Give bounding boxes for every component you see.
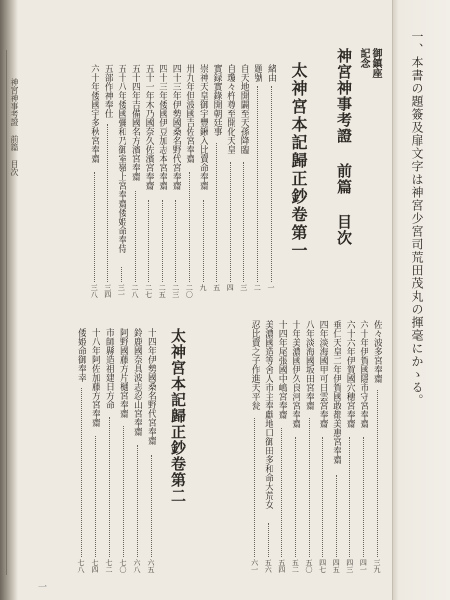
toc-page-number: 六一 xyxy=(250,559,259,573)
toc-entry-text[interactable]: 阿野國藤方片樋宮奉齋 xyxy=(118,328,128,418)
toc-entry-text[interactable]: 倭姫命御奉幸 xyxy=(76,328,86,382)
toc-leader-line xyxy=(216,143,217,282)
toc-entry-text[interactable]: 四十三年倭國伊豆加志本宮奉齋 xyxy=(157,64,168,190)
toc-page-number: 四七 xyxy=(318,559,327,573)
toc-leader-line xyxy=(281,428,282,558)
toc-entry-text[interactable]: 六十年倭國宇多秋宮奉齋 xyxy=(89,64,100,163)
toc-leader-line xyxy=(123,426,124,557)
toc-page-number: 五〇 xyxy=(305,559,313,573)
toc-entry-text[interactable]: 鈴鹿國奈具波志忍山宮奉齋 xyxy=(132,328,142,436)
toc-page-number: 三一 xyxy=(117,284,126,298)
toc-entry-text[interactable]: 自天地開闢至天孫降臨 xyxy=(238,64,249,154)
toc-leader-line xyxy=(151,455,152,558)
volume-1-title: 太神宮本記歸正鈔卷第一 xyxy=(289,62,308,260)
toc-page-number: 五 xyxy=(212,284,221,291)
toc-entry-text[interactable]: 五十一年木乃國奈久佐濱宮奉齋 xyxy=(143,64,154,190)
toc-entry-text[interactable]: 崇神天皇御宇豐鍬入比賣命奉齋 xyxy=(198,64,208,190)
toc-page-number: 六八 xyxy=(133,559,141,573)
toc-leader-line xyxy=(243,162,244,282)
toc-entry-text[interactable]: 四十三年伊勢國桑名野代宮奉齋 xyxy=(170,64,181,190)
toc-leader-line xyxy=(135,191,136,283)
toc-leader-line xyxy=(336,475,337,557)
toc-entry-text[interactable]: 五十八年倭國彌和乃御室嶺上宮奉齋倭姫命奉侍 xyxy=(116,64,127,253)
toc-leader-line xyxy=(295,437,296,557)
toc-leader-line xyxy=(95,436,96,558)
toc-entry-text[interactable]: 五十四年吉備國名方濱宮奉齋 xyxy=(130,64,140,181)
series-label-left: 御鎮座 xyxy=(370,48,381,78)
toc-entry-text[interactable]: 實録實錄開朝廷事 xyxy=(211,64,222,136)
toc-entry-text[interactable]: 題號 xyxy=(252,64,263,82)
series-label-right: 記念 xyxy=(358,48,369,68)
volume-2-title: 太神宮本記歸正鈔卷第二 xyxy=(169,328,187,504)
toc-page-number: 二七 xyxy=(144,284,153,298)
toc-page-number: 七二 xyxy=(105,559,113,573)
toc-page-number: 二〇 xyxy=(185,284,194,298)
toc-entry-text[interactable]: 四年淡海國甲可日雲宮奉齋 xyxy=(317,320,328,428)
toc-entry-text[interactable]: 十八年阿佐加藤方宮奉齋 xyxy=(90,328,100,427)
toc-page-number: 二 xyxy=(253,284,262,291)
toc-entry-text[interactable]: 卅九年但波國吉佐宮奉齋 xyxy=(184,64,195,163)
toc-leader-line xyxy=(309,418,310,557)
toc-entry-text[interactable]: 自瓊々杵尊至開化天皇 xyxy=(225,64,236,154)
toc-page-number: 七八 xyxy=(77,559,85,573)
toc-page-number: 六五 xyxy=(147,559,155,573)
toc-leader-line xyxy=(162,200,163,282)
toc-leader-line xyxy=(268,523,269,558)
toc-leader-line xyxy=(81,388,82,557)
toc-entry-text[interactable]: 十四年伊勢國桑名野代宮奉齋 xyxy=(146,328,156,445)
toc-page-number: 七四 xyxy=(91,559,99,573)
toc-leader-line xyxy=(107,124,108,282)
toc-leader-line xyxy=(94,172,95,283)
toc-page-number: 二八 xyxy=(131,284,139,298)
toc-entry-text[interactable]: 十年美濃國伊久良河宮奉齋 xyxy=(290,320,301,428)
toc-page-number: 四三 xyxy=(345,559,354,573)
toc-page-number: 五六 xyxy=(264,559,273,573)
toc-page-number: 七〇 xyxy=(119,559,127,573)
toc-page-number: 九 xyxy=(199,284,207,291)
toc-entry-text[interactable]: 六十年伊賀國隱市守宮奉齋 xyxy=(358,320,369,428)
toc-entry-text[interactable]: 忍比賣之子作進天平瓮 xyxy=(249,320,260,410)
toc-entry-text[interactable]: 佐々波多宮奉齋 xyxy=(372,320,382,383)
toc-page-number: 四五 xyxy=(332,559,341,573)
toc-page-number: 一 xyxy=(267,284,275,291)
toc-entry-text[interactable]: 垂仁天皇二年伊賀國敢都美惠宮奉齋 xyxy=(331,320,342,464)
toc-leader-line xyxy=(363,437,364,557)
toc-entry-text[interactable]: 美濃國造等舍人市主奉獻地口御田多和命大荒女 xyxy=(263,320,274,509)
toc-leader-line xyxy=(254,418,255,557)
toc-entry-text[interactable]: 八年淡海國坂田宮奉齋 xyxy=(304,320,314,410)
toc-page-number: 四 xyxy=(226,284,235,291)
frame-line xyxy=(6,50,7,575)
toc-leader-line xyxy=(271,86,272,282)
toc-leader-line xyxy=(109,417,110,558)
toc-page-number: 二五 xyxy=(158,284,167,298)
toc-leader-line xyxy=(189,172,190,283)
toc-entry-text[interactable]: 五部作神奉仕 xyxy=(102,64,113,118)
toc-page-number: 五二 xyxy=(291,559,300,573)
toc-page-number: 二三 xyxy=(171,284,180,298)
page-number: 一 xyxy=(38,583,48,593)
toc-page-number: 五四 xyxy=(277,559,286,573)
toc-page-number: 三九 xyxy=(373,559,381,573)
toc-leader-line xyxy=(349,437,350,557)
toc-page-number: 四一 xyxy=(359,559,368,573)
toc-page-number: 三四 xyxy=(103,284,112,298)
toc-entry-text[interactable]: 緒由 xyxy=(266,64,276,82)
toc-leader-line xyxy=(137,445,138,557)
toc-leader-line xyxy=(203,200,204,282)
toc-leader-line xyxy=(230,162,231,282)
toc-entry-text[interactable]: 六十六年伊賀國穴穗宮奉齋 xyxy=(344,320,355,428)
running-header: 神宮神事考證 前篇 目次 xyxy=(10,78,19,176)
toc-leader-line xyxy=(257,86,258,282)
page-title: 神宮神事考證 前篇 目次 xyxy=(335,48,353,246)
toc-leader-line xyxy=(322,437,323,557)
toc-leader-line xyxy=(175,200,176,282)
toc-page-number: 三八 xyxy=(90,284,99,298)
toc-leader-line xyxy=(121,267,122,283)
toc-entry-text[interactable]: 市師縣造祖建日方命 xyxy=(104,328,114,409)
toc-leader-line xyxy=(377,390,378,558)
toc-entry-text[interactable]: 十四年尾張國中嶋宮奉齋 xyxy=(276,320,287,419)
toc-page-number: 三 xyxy=(239,284,248,291)
editor-note: 一、本書の題簽及扉文字は神宮少宮司荒田茂丸の揮毫にかゝる。 xyxy=(410,30,424,407)
toc-leader-line xyxy=(148,200,149,282)
